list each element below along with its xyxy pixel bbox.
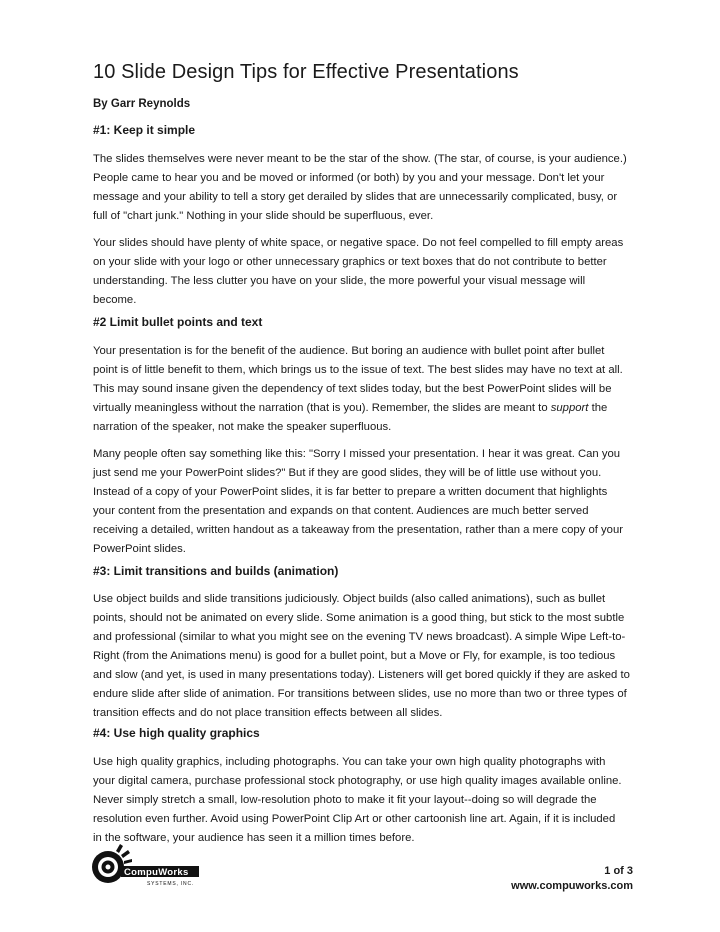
section-heading-2: #2 Limit bullet points and text: [93, 315, 263, 329]
document-title: 10 Slide Design Tips for Effective Presentations: [93, 61, 519, 83]
text-line: receiving a detailed, written handout as a takeaway from the presentation, rather than a mere copy of your: [93, 524, 623, 536]
paragraph: [93, 445, 638, 559]
text-line: narration of the speaker, not make the speaker superfluous.: [93, 421, 392, 433]
text-line: Never simply stretch a small, low-resolution photo to make it fit your layout--doing so will degrade the: [93, 794, 597, 806]
text-line: on your slide with your logo or other unnecessary graphics or text boxes that do not contribute to better: [93, 256, 607, 268]
compuworks-logo: [88, 842, 203, 888]
text-line: points, should not be animated on every slide. Some animation is a good thing, but stick to the most subtle: [93, 612, 625, 624]
text-line: your digital camera, purchase professional stock photography, or use high quality images available online.: [93, 775, 622, 787]
text-line: transition effects and do not place transition effects between all slides.: [93, 707, 443, 719]
text-line: full of "chart junk." Nothing in your slide should be superfluous, ever.: [93, 210, 434, 222]
text-line: Your slides should have plenty of white space, or negative space. Do not feel compelled to fill empty areas: [93, 237, 624, 249]
paragraph: [93, 590, 638, 723]
text-line: understanding. The less clutter you have on your slide, the more powerful your visual message will: [93, 275, 586, 287]
paragraph: [93, 753, 638, 848]
text-line: PowerPoint slides.: [93, 543, 186, 555]
page-number: 1 of 3: [604, 865, 633, 877]
text-segment: virtually meaningless without the narration (that is you). Remember, the slides are meant to: [93, 402, 551, 414]
text-line: Your presentation is for the benefit of the audience. But boring an audience with bullet point after bullet: [93, 345, 605, 357]
emphasized-word: support: [550, 402, 589, 414]
logo-wordmark: CompuWorks: [124, 867, 189, 878]
website-url: www.compuworks.com: [511, 880, 633, 892]
logo-graphic: [88, 842, 203, 888]
text-line: become.: [93, 294, 137, 306]
paragraph: [93, 342, 638, 437]
text-line: This may sound insane given the dependency of text slides today, but the best PowerPoint slides will be: [93, 383, 612, 395]
text-line: in the software, your audience has seen it a million times before.: [93, 832, 415, 844]
text-segment: the: [588, 402, 608, 414]
author-byline: By Garr Reynolds: [93, 98, 191, 110]
section-heading-1: #1: Keep it simple: [93, 123, 196, 137]
section-heading-4: #4: Use high quality graphics: [93, 726, 260, 740]
text-line: Use object builds and slide transitions judiciously. Object builds (also called animations), such as bullet: [93, 593, 606, 605]
text-line: Instead of a copy of your PowerPoint slides, it is far better to prepare a written document that highlights: [93, 486, 608, 498]
text-line: The slides themselves were never meant to be the star of the show. (The star, of course, is your audience.): [93, 153, 627, 165]
paragraph: [93, 234, 638, 310]
text-line: message and your ability to tell a story get derailed by slides that are unnecessarily complicated, busy, or: [93, 191, 618, 203]
text-line: People came to hear you and be moved or informed (or both) by you and your message. Don't let your: [93, 172, 605, 184]
logo-subtext: SYSTEMS, INC.: [147, 881, 195, 887]
text-line: point is of little benefit to them, which brings us to the issue of text. The best slides may have no text at all.: [93, 364, 623, 376]
text-line: endure slide after slide of animation. For transitions between slides, use no more than two or three types of: [93, 688, 627, 700]
text-line: resolution even further. Avoid using PowerPoint Clip Art or other cartoonish line art. Again, if it is included: [93, 813, 616, 825]
text-line: and slow (and yet, is used in many presentations today). Listeners will get bored quickly if they are asked to: [93, 669, 630, 681]
text-line: your content from the presentation and expands on that content. Audiences are much better served: [93, 505, 589, 517]
text-line: Right (from the Animations menu) is good for a bullet point, but a Move or Fly, for example, is too tedious: [93, 650, 616, 662]
text-line: and professional (similar to what you might see on the evening TV news broadcast). A simple Wipe Left-to-: [93, 631, 626, 643]
text-line: [93, 399, 638, 418]
text-line: Many people often say something like this: "Sorry I missed your presentation. I hear it was great. Can you: [93, 448, 621, 460]
text-line: Use high quality graphics, including photographs. You can take your own high quality photographs with: [93, 756, 606, 768]
text-line: just send me your PowerPoint slides?" But if they are good slides, they will be of little use without you.: [93, 467, 602, 479]
section-heading-3: #3: Limit transitions and builds (animation): [93, 564, 339, 578]
paragraph: [93, 150, 638, 226]
